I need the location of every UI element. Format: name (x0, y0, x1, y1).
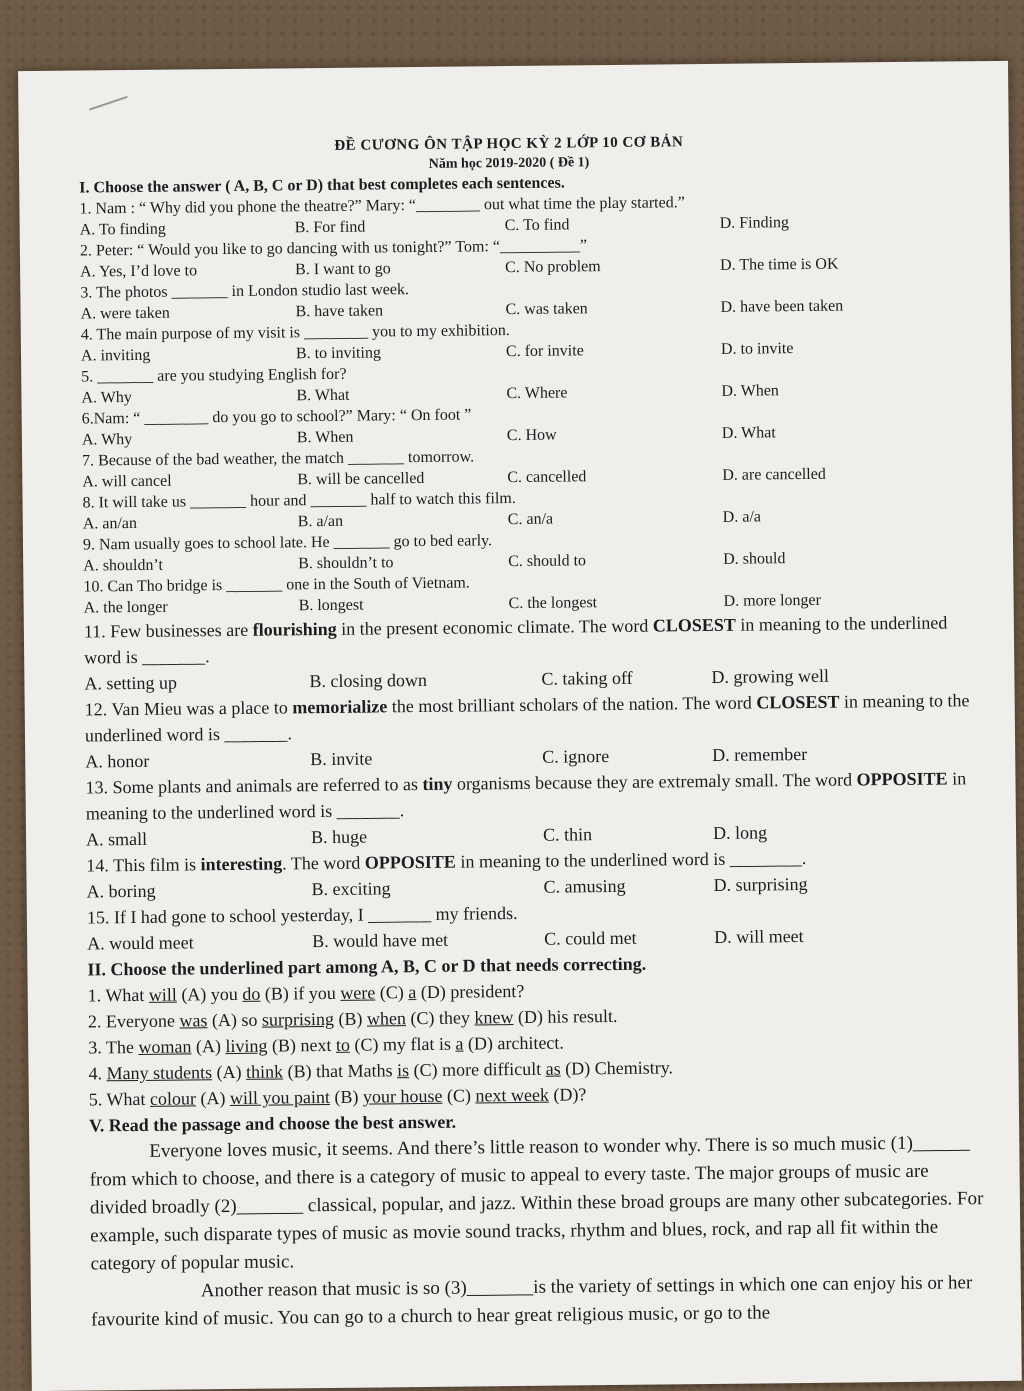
item-text: 4. (88, 1063, 106, 1083)
option: B. What (296, 383, 506, 406)
option: A. were taken (80, 301, 295, 324)
item-text: (C) (442, 1085, 475, 1105)
question-text-part: in meaning to the underlined word is ________. (456, 848, 807, 872)
option: B. a/an (298, 509, 508, 532)
option: D. What (722, 421, 922, 444)
question-keyword: flourishing (253, 619, 337, 640)
underlined-part: a (408, 982, 416, 1002)
question-text-part: 12. Van Mieu was a place to (85, 697, 293, 719)
underlined-part: will you paint (230, 1087, 330, 1108)
option: B. When (297, 425, 507, 448)
option: D. a/a (723, 505, 923, 528)
option: B. For find (295, 215, 505, 238)
item-text: (A) you (177, 984, 243, 1005)
question-text: 4. The main purpose of my visit is ________ you to my exhibition. (81, 315, 981, 345)
question-text: 6.Nam: “ ________ do you go to school?” Mary: “ On foot ” (82, 399, 982, 429)
question-text: 7. Because of the bad weather, the match _______ tomorrow. (82, 441, 982, 471)
option: A. To finding (80, 217, 295, 240)
option: D. to invite (721, 337, 921, 360)
question-text: 8. It will take us _______ hour and _______ half to watch this film. (82, 483, 982, 513)
item-text: (A) (212, 1062, 246, 1082)
option: C. amusing (543, 872, 713, 900)
option: A. will cancel (82, 469, 297, 492)
item-text: 3. The (88, 1037, 138, 1058)
option: D. are cancelled (722, 463, 922, 486)
underlined-part: was (179, 1010, 207, 1030)
option: D. will meet (714, 922, 924, 950)
item-text: (B) that Maths (283, 1060, 397, 1081)
pen-mark (89, 96, 128, 111)
option: C. How (507, 423, 722, 446)
option: B. invite (310, 744, 542, 772)
paper-content (79, 129, 991, 1334)
option: B. huge (311, 822, 543, 850)
question-text-part: in meaning to the underlined word is _______. (86, 768, 967, 823)
option: D. Finding (720, 211, 920, 234)
item-text: (D) his result. (513, 1006, 617, 1027)
option: B. exciting (311, 874, 543, 902)
question-text-part: in the present economic climate. The word (337, 616, 653, 639)
page-subtitle: Năm học 2019-2020 ( Đề 1) (249, 152, 769, 175)
item-text: (C) more difficult (409, 1059, 546, 1080)
option: A. honor (85, 746, 310, 774)
option: B. have taken (295, 299, 505, 322)
question-keyword: interesting (200, 853, 282, 874)
question-keyword: CLOSEST (756, 692, 839, 713)
option: A. the longer (84, 595, 299, 618)
question-text-part: 11. Few businesses are (84, 620, 253, 642)
question-text-part: the most brilliant scholars of the nation. The word (387, 692, 756, 716)
question-keyword: CLOSEST (653, 615, 736, 636)
underlined-part: were (340, 982, 375, 1002)
option: C. Where (506, 381, 721, 404)
option: A. setting up (84, 668, 309, 696)
question-text: 10. Can Tho bridge is _______ one in the South of Vietnam. (83, 567, 983, 597)
option: A. small (86, 824, 311, 852)
option: A. would meet (87, 928, 312, 956)
underlined-part: knew (474, 1007, 513, 1027)
question-keyword: OPPOSITE (857, 768, 948, 789)
option: C. the longest (509, 591, 724, 614)
underlined-part: as (546, 1059, 561, 1079)
section-2-heading: II. Choose the underlined part among A, B, C or D that needs correcting. (87, 947, 987, 982)
underlined-part: to (336, 1035, 350, 1055)
question-text-part: in meaning to the underlined word is _______. (85, 690, 970, 745)
item-text: 5. What (89, 1089, 150, 1110)
question-text-part: 14. This film is (86, 854, 200, 875)
question-keyword: tiny (422, 774, 452, 794)
option: D. surprising (713, 870, 923, 898)
underlined-part: will (149, 985, 177, 1005)
option: C. cancelled (507, 465, 722, 488)
underlined-part: woman (138, 1036, 191, 1057)
option: A. inviting (81, 343, 296, 366)
option: C. should to (508, 549, 723, 572)
option: B. I want to go (295, 257, 505, 280)
question-text (85, 687, 985, 748)
option: D. should (723, 547, 923, 570)
option: A. Yes, I’d love to (80, 259, 295, 282)
question-keyword: OPPOSITE (365, 852, 456, 873)
option: C. thin (543, 820, 713, 848)
question-text-part: 13. Some plants and animals are referred to as (85, 774, 422, 798)
option: A. an/an (83, 511, 298, 534)
option: D. long (713, 818, 923, 846)
underlined-part: is (397, 1060, 409, 1080)
question-text-part: in meaning to the underlined word is _______. (84, 612, 947, 667)
option: A. shouldn’t (83, 553, 298, 576)
option: A. Why (81, 385, 296, 408)
option: D. have been taken (720, 295, 920, 318)
section-5-heading: V. Read the passage and choose the best answer. (89, 1103, 989, 1138)
option: C. was taken (505, 297, 720, 320)
item-text: (A) (196, 1088, 230, 1108)
item-text: 1. What (88, 985, 149, 1006)
option: C. could met (544, 924, 714, 952)
item-text: 2. Everyone (88, 1011, 180, 1032)
question-text (84, 609, 984, 670)
option: C. taking off (541, 664, 711, 692)
passage-paragraph-2: Another reason that music is so (3)_______is the variety of settings in which one can enjoy his or her favourite kind of music. You can go to a church to hear great religious music, or go to the (91, 1269, 992, 1334)
question-text-part: 15. If I had gone to school yesterday, I _______ my friends. (87, 903, 518, 928)
item-text: (A) so (207, 1010, 262, 1031)
option: C. ignore (542, 742, 712, 770)
page-title: ĐỀ CƯƠNG ÔN TẬP HỌC KỲ 2 LỚP 10 CƠ BẢN (249, 131, 769, 157)
underlined-part: Many students (106, 1062, 212, 1083)
item-text: (D) Chemistry. (561, 1057, 674, 1078)
option: C. an/a (508, 507, 723, 530)
exam-paper (18, 61, 1022, 1391)
item-text: (C) they (406, 1007, 475, 1028)
item-text: (D) architect. (463, 1033, 564, 1054)
underlined-part: next week (475, 1085, 549, 1106)
option: A. Why (82, 427, 297, 450)
option: B. closing down (309, 666, 541, 694)
question-keyword: memorialize (292, 696, 387, 717)
question-text: 3. The photos _______ in London studio last week. (80, 273, 980, 303)
item-text: (B) next (267, 1035, 336, 1056)
option: B. will be cancelled (297, 467, 507, 490)
underlined-part: surprising (262, 1009, 334, 1030)
underlined-part: colour (150, 1088, 196, 1108)
question-text: 2. Peter: “ Would you like to go dancing with us tonight?” Tom: “__________” (80, 231, 980, 261)
section-2-items (88, 973, 989, 1112)
option: B. would have met (312, 926, 544, 954)
question-text-part: organisms because they are extremaly small. The word (452, 769, 856, 793)
section-1-heading: I. Choose the answer ( A, B, C or D) that best completes each sentences. (79, 168, 979, 198)
option: C. No problem (505, 255, 720, 278)
option: D. When (721, 379, 921, 402)
item-text: (A) (191, 1036, 225, 1056)
item-text: (C) (375, 982, 408, 1002)
underlined-part: living (225, 1036, 267, 1056)
underlined-part: a (455, 1034, 463, 1054)
item-text: (C) my flat is (350, 1034, 456, 1055)
question-text: 9. Nam usually goes to school late. He _______ go to bed early. (83, 525, 983, 555)
section-1-vocab-questions (84, 609, 987, 956)
item-text: (B) (330, 1087, 363, 1107)
section-1-questions (79, 189, 983, 618)
option: D. growing well (711, 662, 921, 690)
option: C. To find (505, 213, 720, 236)
item-text: (B) (334, 1009, 367, 1029)
option: C. for invite (506, 339, 721, 362)
question-text: 5. _______ are you studying English for? (81, 357, 981, 387)
option: B. shouldn’t to (298, 551, 508, 574)
option: B. to inviting (296, 341, 506, 364)
item-text: (D)? (549, 1084, 587, 1104)
underlined-part: when (367, 1008, 406, 1028)
passage-paragraph-1: Everyone loves music, it seems. And there’s little reason to wonder why. There is so much music (1)______ from which to choose, and there is a category of music to appeal to every taste. The major groups of music are divided broadly (2)_______ classical, popular, and jazz. Within these broad groups are many other subcategories. For example, such disparate types of music as movie sound tracks, rhythm and blues, rock, and rap all fit within the category of popular music. (89, 1129, 990, 1278)
option: D. more longer (724, 589, 924, 612)
option: D. The time is OK (720, 253, 920, 276)
option: D. remember (712, 740, 922, 768)
item-text: (D) president? (416, 981, 524, 1002)
underlined-part: think (246, 1061, 283, 1081)
question-text-part: . The word (282, 853, 365, 874)
option: B. longest (299, 593, 509, 616)
underlined-part: your house (363, 1086, 443, 1107)
underlined-part: do (242, 984, 260, 1004)
item-text: (B) if you (260, 983, 340, 1004)
question-text: 1. Nam : “ Why did you phone the theatre?” Mary: “________ out what time the play started.” (79, 189, 979, 219)
question-text (85, 765, 985, 826)
option: A. boring (86, 876, 311, 904)
